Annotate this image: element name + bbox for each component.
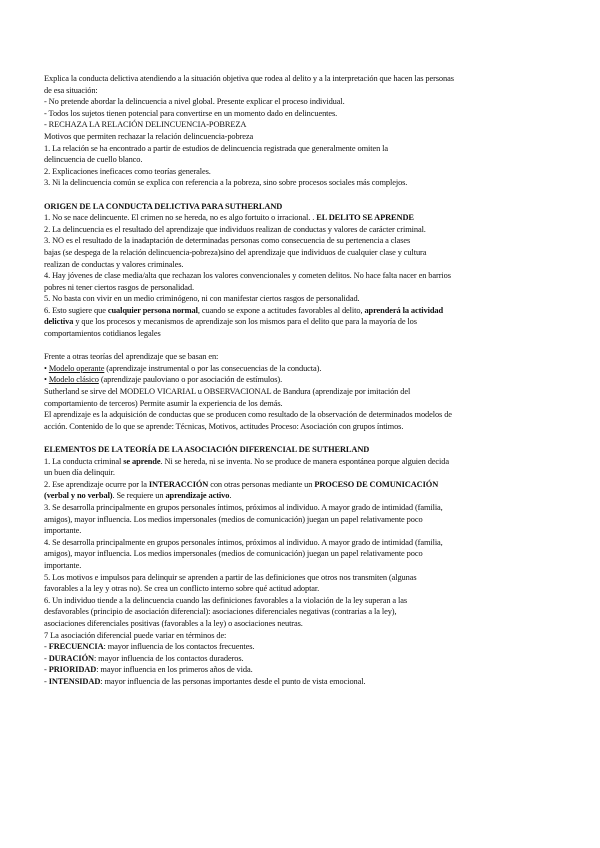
theories-line-2 <box>44 363 560 375</box>
theories-line-6: El aprendizaje es la adquisición de conductas que se producen como resultado de la observación de determinados modelos de <box>44 410 452 420</box>
intensity-term: INTENSIDAD <box>48 676 101 686</box>
origin-line-11: comportamientos cotidianos legales <box>44 329 161 339</box>
intro-line-4: - Todos los sujetos tienen potencial para convertirse en un momento dado en delincuentes. <box>44 108 338 118</box>
elements-line-3-d: PROCESO DE COMUNICACIÓN <box>314 479 439 489</box>
elements-line-15: asociaciones diferenciales positivas (favorables a la ley) o asociaciones neutras. <box>44 618 303 628</box>
theories-line-4: Sutherland se sirve del MODELO VICARIAL u OBSERVACIONAL de Bandura (aprendizaje por imitación del <box>44 387 411 397</box>
elements-line-4-a: (verbal y no verbal) <box>44 491 113 501</box>
intro-line-7: 1. La relación se ha encontrado a partir de estudios de delincuencia registrada que generalmente omiten la <box>44 143 389 153</box>
elements-line-5: 3. Se desarrolla principalmente en grupos personales íntimos, próximos al individuo. A mayor grado de intimidad (familia, <box>44 502 443 512</box>
elements-line-2: un buen día delinquir. <box>44 468 115 478</box>
spacer <box>44 189 560 201</box>
theories-line-1: Frente a otras teorías del aprendizaje que se basan en: <box>44 352 219 362</box>
elements-line-4 <box>44 490 560 502</box>
elements-line-1-b: se aprende <box>123 456 161 466</box>
elements-line-3-c: con otras personas mediante un <box>208 479 315 489</box>
elements-line-19-a: - <box>44 665 49 675</box>
elements-line-18 <box>44 653 560 665</box>
origin-line-6: 4. Hay jóvenes de clase media/alta que rechazan los valores convencionales y cometen delitos. No hace falta nacer en barrios <box>44 271 451 281</box>
origin-line-7: pobres ni tener ciertos rasgos de personalidad. <box>44 282 194 292</box>
origin-line-1-emphasis: EL DELITO SE APRENDE <box>316 213 414 223</box>
origin-line-9-a: 6. Esto sugiere que <box>44 305 108 315</box>
theories-line-3 <box>44 374 560 386</box>
elements-line-1 <box>44 456 560 468</box>
intro-line-8: delincuencia de cuello blanco. <box>44 155 143 165</box>
elements-line-16: 7 La asociación diferencial puede variar en términos de: <box>44 630 227 640</box>
origin-line-10-a: delictiva <box>44 317 74 327</box>
origin-line-9-c: , cuando se expone a actitudes favorables al delito, <box>197 305 365 315</box>
elements-line-4-d: . <box>229 491 232 501</box>
elements-line-17 <box>44 641 560 653</box>
elements-line-14: desfavorables (principio de asociación diferencial): asociaciones diferenciales negativas (contrarias a la ley), <box>44 607 397 617</box>
elements-line-3-b: INTERACCIÓN <box>148 479 209 489</box>
origin-line-2: 2. La delincuencia es el resultado del aprendizaje que individuos realizan de conductas y valores de carácter criminal. <box>44 224 426 234</box>
intro-line-1: Explica la conducta delictiva atendiendo a la situación objetiva que rodea al delito y a la interpretación que hacen las personas <box>44 74 454 83</box>
origin-line-10-b: y que los procesos y mecanismos de aprendizaje son los mismos para el delito que para la mayoría de los <box>73 317 417 327</box>
elements-line-6: amigos), mayor influencia. Los medios impersonales (medios de comunicación) juegan un papel relativamente poco <box>44 514 423 524</box>
spacer <box>44 340 560 352</box>
origin-line-9-d: aprenderá la actividad <box>364 305 444 315</box>
origin-line-4: bajas (se despega de la relación delincuencia-pobreza)sino del aprendizaje que individuos de cualquier clase y cultura <box>44 247 427 257</box>
theories-line-3-text: (aprendizaje pauloviano o por asociación de estímulos). <box>98 375 283 385</box>
elements-line-20 <box>44 676 560 688</box>
elements-line-7: importante. <box>44 526 82 536</box>
elements-line-20-a: - <box>44 676 49 686</box>
elements-heading: ELEMENTOS DE LA TEORÍA DE LA ASOCIACIÓN DIFERENCIAL DE SUTHERLAND <box>44 445 370 454</box>
elements-line-19 <box>44 664 560 676</box>
intro-section <box>44 73 560 189</box>
elements-line-20-c: : mayor influencia de las personas importantes desde el punto de vista emocional. <box>100 676 366 686</box>
theories-line-7: acción. Contenido de lo que se aprende: Técnicas, Motivos, actitudes Proceso: Asociación con grupos íntimos. <box>44 421 404 431</box>
elements-line-17-c: : mayor influencia de los contactos frecuentes. <box>103 642 255 652</box>
elements-line-11: 5. Los motivos e impulsos para delinquir se aprenden a partir de las definiciones que otros nos transmiten (algunas <box>44 572 417 582</box>
intro-line-5: - RECHAZA LA RELACIÓN DELINCUENCIA-POBREZA <box>44 120 247 130</box>
duration-term: DURACIÓN <box>48 653 94 663</box>
intro-line-2: de esa situación: <box>44 85 98 95</box>
elements-line-3 <box>44 479 560 491</box>
elements-line-8: 4. Se desarrolla principalmente en grupos personales íntimos, próximos al individuo. A mayor grado de intimidad (familia, <box>44 537 443 547</box>
priority-term: PRIORIDAD <box>48 665 97 675</box>
elements-line-9: amigos), mayor influencia. Los medios impersonales (medios de comunicación) juegan un papel relativamente poco <box>44 549 423 559</box>
theories-section <box>44 351 560 432</box>
elements-line-19-c: : mayor influencia en los primeros años de vida. <box>96 665 253 675</box>
origin-line-1 <box>44 212 560 224</box>
elements-line-10: importante. <box>44 560 82 570</box>
theories-line-5: comportamiento de terceros) Permite asumir la experiencia de los demás. <box>44 398 283 408</box>
origin-line-3: 3. NO es el resultado de la inadaptación de determinadas personas como consecuencia de su pertenencia a clases <box>44 236 411 246</box>
classic-model-term: Modelo clásico <box>48 375 99 385</box>
origin-section <box>44 201 560 340</box>
elements-line-12: favorables a la ley y otras no). Se crea un conflicto interno sobre qué actitud adoptar. <box>44 584 320 594</box>
origin-heading: ORIGEN DE LA CONDUCTA DELICTIVA PARA SUTHERLAND <box>44 201 283 211</box>
origin-line-1-text: 1. No se nace delincuente. El crimen no se hereda, no es algo fortuito o irracional. . <box>44 213 317 223</box>
elements-section <box>44 444 560 687</box>
origin-line-5: realizan de conductas y valores criminales. <box>44 259 184 269</box>
intro-line-10: 3. Ni la delincuencia común se explica con referencia a la pobreza, sino sobre procesos sociales más complejos. <box>44 178 408 188</box>
intro-line-6: Motivos que permiten rechazar la relación delincuencia-pobreza <box>44 131 254 141</box>
elements-line-4-b: . Se requiere un <box>112 491 166 501</box>
elements-line-3-a: 2. Ese aprendizaje ocurre por la <box>44 479 149 489</box>
bullet-icon: • <box>44 363 49 373</box>
theories-line-2-text: (aprendizaje instrumental o por las consecuencias de la conducta). <box>104 363 322 373</box>
origin-line-9-b: cualquier persona normal <box>107 305 198 315</box>
elements-line-1-c: . Ni se hereda, ni se inventa. No se produce de manera espontánea porque alguien decida <box>160 456 449 466</box>
origin-line-9 <box>44 305 560 317</box>
elements-line-4-c: aprendizaje activo <box>165 491 230 501</box>
elements-line-18-c: : mayor influencia de los contactos duraderos. <box>93 653 244 663</box>
frequency-term: FRECUENCIA <box>48 642 104 652</box>
intro-line-9: 2. Explicaciones ineficaces como teorías generales. <box>44 166 211 176</box>
operant-model-term: Modelo operante <box>48 363 105 373</box>
elements-line-17-a: - <box>44 642 49 652</box>
elements-line-13: 6. Un individuo tiende a la delincuencia cuando las definiciones favorables a la violación de la ley superan a las <box>44 595 408 605</box>
elements-line-18-a: - <box>44 653 49 663</box>
bullet-icon: • <box>44 375 49 385</box>
origin-line-8: 5. No basta con vivir en un medio criminógeno, ni con manifestar ciertos rasgos de personalidad. <box>44 294 360 304</box>
elements-line-1-a: 1. La conducta criminal <box>44 456 124 466</box>
intro-line-3: - No pretende abordar la delincuencia a nivel global. Presente explicar el proceso individual. <box>44 97 345 107</box>
origin-line-10 <box>44 316 560 328</box>
spacer <box>44 432 560 444</box>
